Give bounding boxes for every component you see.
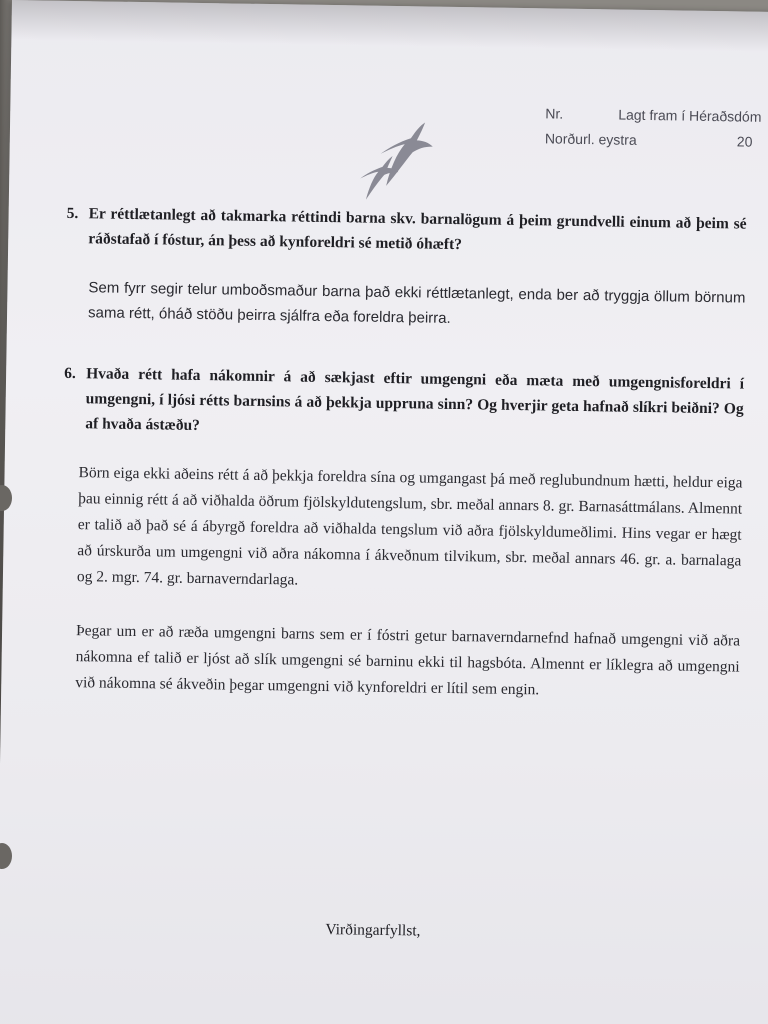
answer-paragraph: Sem fyrr segir telur umboðsmaður barna það ekki réttlætanlegt, enda ber að tryggja öllum börnum sama rétt, óháð stöðu þeirra sjálfra eða foreldra þeirra. bbox=[87, 279, 746, 327]
question-text: Er réttlætanlegt að takmarka réttindi barna skv. barnalögum á þeim grundvelli einum að þeim sé ráðstafað í fóstur, án þess að kynforeldri sé metið óhæft? bbox=[88, 205, 747, 254]
stamp-filed-label: Lagt fram í Héraðsdóm bbox=[618, 106, 762, 125]
closing-salutation: Virðingarfyllst, bbox=[325, 921, 421, 940]
swallows-logo-icon bbox=[344, 115, 435, 206]
question-number: 6. bbox=[64, 364, 76, 383]
stamp-year: 20 bbox=[736, 133, 753, 150]
question-5 bbox=[66, 201, 747, 262]
answer-paragraph: Þegar um er að ræða umgengni barns sem er í fóstri getur barnaverndarnefnd hafnað umgengni við aðra nákomna ef talið er ljóst að slík umgengni sé barninu ekki til hagsbóta. Almennt er líklegra að umgengni við nákomna sé ákveðin þegar umgengni við kynforeldri er lítil sem engin. bbox=[75, 622, 741, 699]
document-body bbox=[59, 201, 747, 735]
paper-shadow bbox=[11, 0, 768, 53]
stamp-court-region: Norðurl. eystra bbox=[544, 130, 637, 148]
stamp-nr-label: Nr. bbox=[545, 105, 564, 122]
answer-paragraph: Börn eiga ekki aðeins rétt á að þekkja foreldra sína og umgangast þá með reglubundnum hætti, heldur eiga þau einnig rétt á að viðhalda öðrum fjölskyldutengslum, sbr. meðal annars 8. gr. Barnasáttmálans. Almennt er talið að það sé á ábyrgð foreldra að viðhalda tengslum við aðra fjölskyldumeðlimi. Hins vegar er hægt að úrskurða um umgengni við aðra nákomna í ákveðnum tilvikum, sbr. meðal annars 46. gr. a. barnalaga og 2. mgr. 74. gr. barnaverndarlaga. bbox=[76, 464, 743, 589]
question-text: Hvaða rétt hafa nákomnir á að sækjast eftir umgengni eða mæta með umgengnisforeldri í umgengni, í ljósi rétts barnsins á að þekkja uppruna sinn? Og hverjir geta hafnað slíkri beiðni? Og af hvaða ástæðu? bbox=[85, 365, 745, 435]
question-number: 5. bbox=[66, 204, 79, 223]
question-6 bbox=[63, 361, 744, 447]
